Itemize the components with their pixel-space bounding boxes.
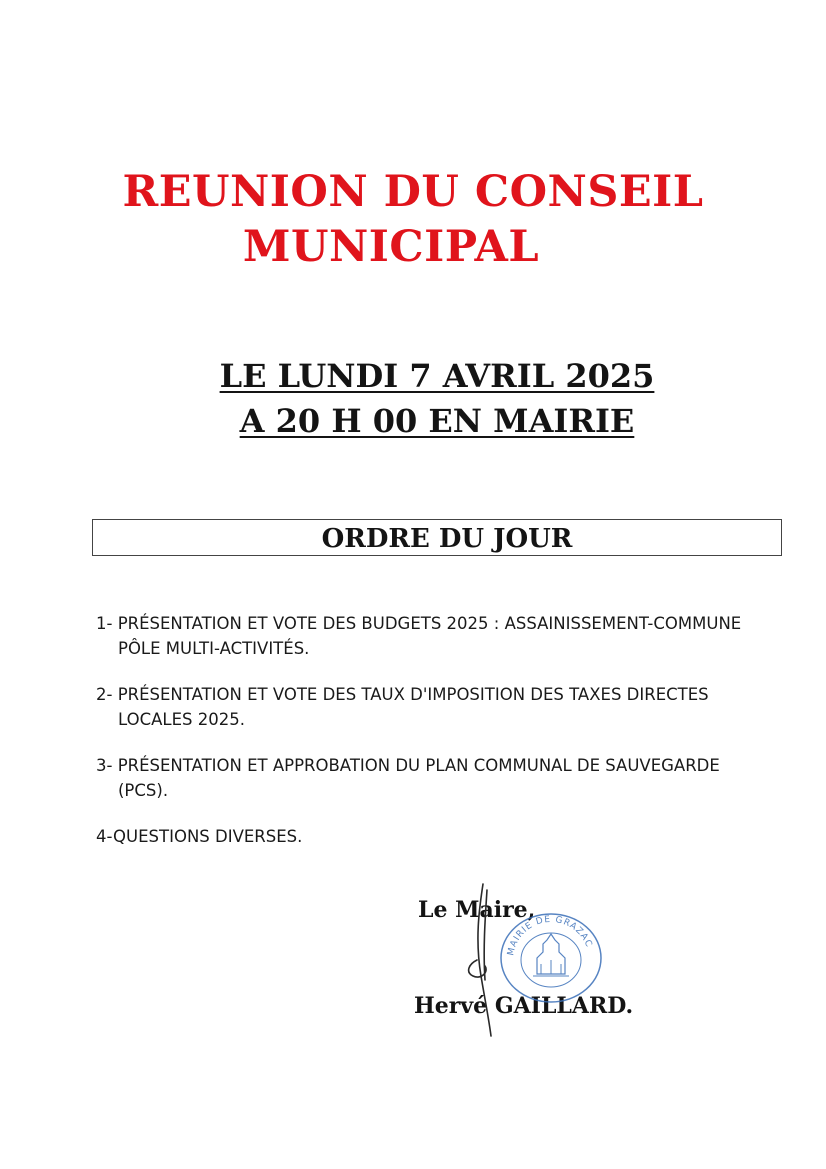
meeting-date: LE LUNDI 7 AVRIL 2025 <box>219 357 655 395</box>
title-line-2: MUNICIPAL <box>242 222 540 272</box>
agenda-item-4-line-1: 4-QUESTIONS DIVERSES. <box>96 827 303 846</box>
agenda-item-3-line-2: (PCS). <box>118 781 169 800</box>
title-line-1: REUNION DU CONSEIL <box>122 167 704 217</box>
meeting-time-place: A 20 H 00 EN MAIRIE <box>239 402 635 440</box>
agenda-item-3 <box>96 753 786 803</box>
agenda-heading-box <box>92 519 782 556</box>
stamp-label: MAIRIE DE GRAZAC <box>506 914 594 957</box>
agenda-item-3-line-1: 3- PRÉSENTATION ET APPROBATION DU PLAN COMMUNAL DE SAUVEGARDE <box>96 756 720 775</box>
stamp-outer-ring <box>501 914 601 1002</box>
agenda-item-2 <box>96 682 786 732</box>
agenda-item-1-line-2: PÔLE MULTI-ACTIVITÉS. <box>118 639 310 658</box>
agenda-heading: ORDRE DU JOUR <box>321 524 573 554</box>
agenda-item-1 <box>96 611 786 661</box>
mayor-title: Le Maire, <box>418 897 536 923</box>
signature-strokes <box>469 884 491 1036</box>
agenda-item-2-line-1: 2- PRÉSENTATION ET VOTE DES TAUX D'IMPOSITION DES TAXES DIRECTES <box>96 685 709 704</box>
handwritten-signature <box>455 880 515 1040</box>
agenda-item-2-line-2: LOCALES 2025. <box>118 710 245 729</box>
mayor-name: Hervé GAILLARD. <box>414 993 634 1019</box>
agenda-item-1-line-1: 1- PRÉSENTATION ET VOTE DES BUDGETS 2025 : ASSAINISSEMENT-COMMUNE <box>96 614 742 633</box>
agenda-item-4 <box>96 824 786 849</box>
stamp-ink <box>501 914 601 1002</box>
